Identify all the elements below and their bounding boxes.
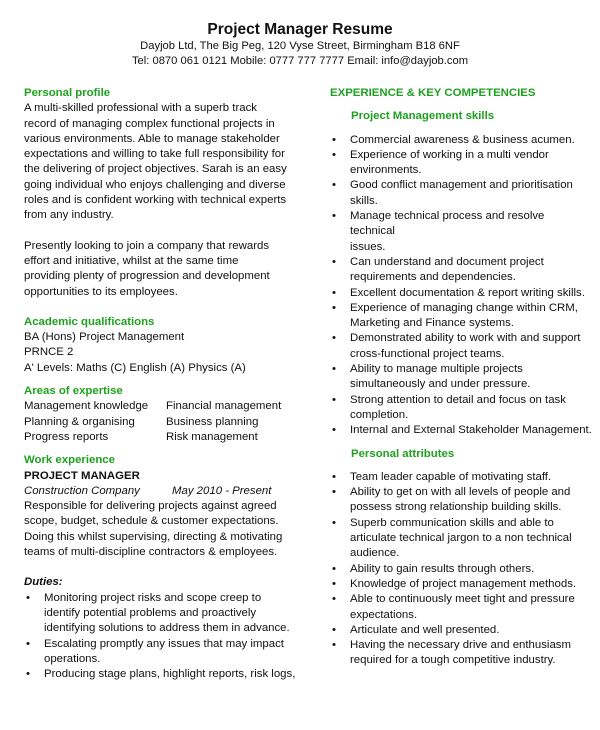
attribute-item: [330, 592, 592, 623]
pm-skill-item: [330, 331, 592, 362]
attribute-item-line: possess strong relationship building skills.: [350, 501, 562, 514]
profile-line: various environments. Able to manage stakeholder: [24, 132, 280, 145]
work-heading: Work experience: [24, 454, 115, 467]
attribute-item: [330, 638, 592, 669]
job-company-line: [24, 484, 296, 499]
job-description-line: Doing this whilst supervising, directing & motivating: [24, 530, 283, 543]
attribute-item-line: • Knowledge of project management methods.: [350, 577, 577, 590]
job-description: [24, 499, 296, 560]
pm-skill-item-line: requirements and dependencies.: [350, 271, 516, 284]
expertise-item: Risk management: [166, 430, 258, 443]
profile-line: record of managing complex functional projects in: [24, 117, 275, 130]
contact-line: [0, 54, 600, 69]
pm-skill-item-line: simultaneously and under pressure.: [350, 378, 531, 391]
academic-list: [24, 330, 296, 376]
pm-skill-item: [330, 393, 592, 424]
pm-skill-item: [330, 148, 592, 179]
tel: Tel: 0870 061 0121: [131, 55, 228, 67]
profile-line: going individual who enjoys challenging and diverse: [24, 178, 286, 191]
job-description-line: scope, budget, schedule & customer expectations.: [24, 515, 279, 528]
pm-skill-item-line: completion.: [350, 408, 409, 421]
job-role: PROJECT MANAGER: [24, 469, 140, 482]
pm-skill-item: [330, 209, 592, 255]
duties-heading: Duties:: [24, 576, 63, 589]
duty-item-line: identifying solutions to address them in advance.: [44, 622, 290, 635]
pm-skill-item-line: • Internal and External Stakeholder Management.: [350, 424, 592, 437]
pm-skill-item-line: • Good conflict management and prioritisation: [350, 179, 573, 192]
pm-skill-item-line: • Demonstrated ability to work with and support: [350, 332, 581, 345]
expertise-item: Business planning: [166, 415, 259, 428]
profile-line: opportunities to its employees.: [24, 285, 178, 298]
duty-item-line: • Escalating promptly any issues that may impact: [44, 637, 284, 650]
attribute-item-line: articulate technical jargon to a non technical: [350, 532, 572, 545]
profile-line: expectations and willing to take full responsibility for: [24, 148, 285, 161]
profile-paragraph-2: [24, 239, 296, 300]
pm-skill-item-line: skills.: [350, 194, 378, 207]
pm-skill-item-line: cross-functional project teams.: [350, 347, 505, 360]
pm-skill-item: [330, 255, 592, 286]
profile-line: A multi-skilled professional with a superb track: [24, 102, 257, 115]
expertise-heading: Areas of expertise: [24, 385, 123, 398]
resume-header: [0, 20, 600, 69]
attribute-item-line: • Ability to gain results through others.: [350, 562, 535, 575]
attribute-item-line: • Articulate and well presented.: [350, 623, 500, 636]
pm-skill-item-line: • Experience of working in a multi vendor: [350, 148, 549, 161]
academic-heading: Academic qualifications: [24, 315, 155, 328]
profile-line: roles and is confident working with technical experts: [24, 194, 287, 207]
attribute-item-line: • Having the necessary drive and enthusiasm: [350, 639, 571, 652]
attributes-heading: Personal attributes: [351, 447, 455, 460]
expertise-row: [24, 415, 296, 430]
duty-item-line: identify potential problems and proactively: [44, 606, 257, 619]
attribute-item: [330, 562, 592, 577]
profile-line: Presently looking to join a company that rewards: [24, 239, 270, 252]
profile-line: from any industry.: [24, 209, 114, 222]
pm-skill-item: [330, 301, 592, 332]
pm-skill-item-line: • Can understand and document project: [350, 255, 544, 268]
pm-skill-item-line: issues.: [350, 240, 386, 253]
attribute-item-line: • Superb communication skills and able to: [350, 516, 554, 529]
pm-skill-item-line: • Ability to manage multiple projects: [350, 363, 523, 376]
pm-skills-list: [330, 133, 592, 439]
mobile: Mobile: 0777 777 7777: [230, 55, 345, 67]
expertise-item: Management knowledge: [24, 400, 149, 413]
expertise-item: Financial management: [166, 400, 282, 413]
pm-skill-item-line: • Experience of managing change within CRM,: [350, 301, 578, 314]
academic-item: A' Levels: Maths (C) English (A) Physics (A): [24, 361, 246, 374]
pm-skill-item: [330, 178, 592, 209]
attribute-item-line: audience.: [350, 547, 400, 560]
pm-skill-item-line: Marketing and Finance systems.: [350, 317, 514, 330]
pm-skill-item-line: • Commercial awareness & business acumen.: [350, 133, 575, 146]
expertise-item: Planning & organising: [24, 415, 135, 428]
pm-skill-item: [330, 133, 592, 148]
pm-skill-item: [330, 286, 592, 301]
duty-item: [24, 591, 296, 637]
email: Email: info@dayjob.com: [347, 55, 469, 67]
resume-title: Project Manager Resume: [207, 21, 393, 38]
pm-skill-item: [330, 423, 592, 438]
attribute-item-line: • Team leader capable of motivating staff.: [350, 470, 552, 483]
experience-heading: EXPERIENCE & KEY COMPETENCIES: [330, 87, 536, 99]
duties-list: [24, 591, 296, 683]
job-company: Construction Company: [24, 484, 140, 497]
duty-item-line: • Monitoring project risks and scope creep to: [44, 591, 262, 604]
duty-item-line: operations.: [44, 652, 101, 665]
pm-skill-item-line: • Strong attention to detail and focus on task: [350, 393, 566, 406]
profile-heading: Personal profile: [24, 87, 111, 99]
pm-skill-item-line: • Excellent documentation & report writing skills.: [350, 286, 585, 299]
attribute-item-line: required for a tough competitive industry.: [350, 654, 556, 667]
academic-item: PRNCE 2: [24, 346, 74, 359]
job-dates: May 2010 - Present: [172, 484, 272, 497]
expertise-row: [24, 430, 296, 445]
left-column: [24, 86, 296, 682]
attributes-list: [330, 470, 592, 669]
pm-skill-item: [330, 362, 592, 393]
duty-item: [24, 637, 296, 668]
right-column: [330, 86, 592, 669]
pm-skills-heading: Project Management skills: [351, 110, 495, 123]
attribute-item: [330, 470, 592, 485]
expertise-row: [24, 399, 296, 414]
attribute-item-line: • Ability to get on with all levels of people and: [350, 486, 571, 499]
job-description-line: teams of multi-discipline contractors & employees.: [24, 546, 278, 559]
duty-item-line: • Producing stage plans, highlight reports, risk logs,: [44, 668, 296, 681]
academic-item: BA (Hons) Project Management: [24, 331, 185, 344]
attribute-item: [330, 516, 592, 562]
expertise-item: Progress reports: [24, 430, 109, 443]
address-line: Dayjob Ltd, The Big Peg, 120 Vyse Street, Birmingham B18 6NF: [140, 40, 460, 52]
duty-item: [24, 667, 296, 682]
attribute-item: [330, 623, 592, 638]
job-description-line: Responsible for delivering projects against agreed: [24, 500, 277, 513]
expertise-table: [24, 399, 296, 445]
profile-line: effort and initiative, whilst at the same time: [24, 254, 239, 267]
profile-line: the delivering of project objectives. Sarah is an easy: [24, 163, 287, 176]
attribute-item-line: • Able to continuously meet tight and pressure: [350, 593, 575, 606]
attribute-item: [330, 577, 592, 592]
profile-line: providing plenty of progression and development: [24, 270, 270, 283]
attribute-item: [330, 485, 592, 516]
attribute-item-line: expectations.: [350, 608, 418, 621]
pm-skill-item-line: • Manage technical process and resolve technical: [350, 210, 545, 238]
pm-skill-item-line: environments.: [350, 164, 422, 177]
profile-paragraph-1: [24, 101, 296, 223]
